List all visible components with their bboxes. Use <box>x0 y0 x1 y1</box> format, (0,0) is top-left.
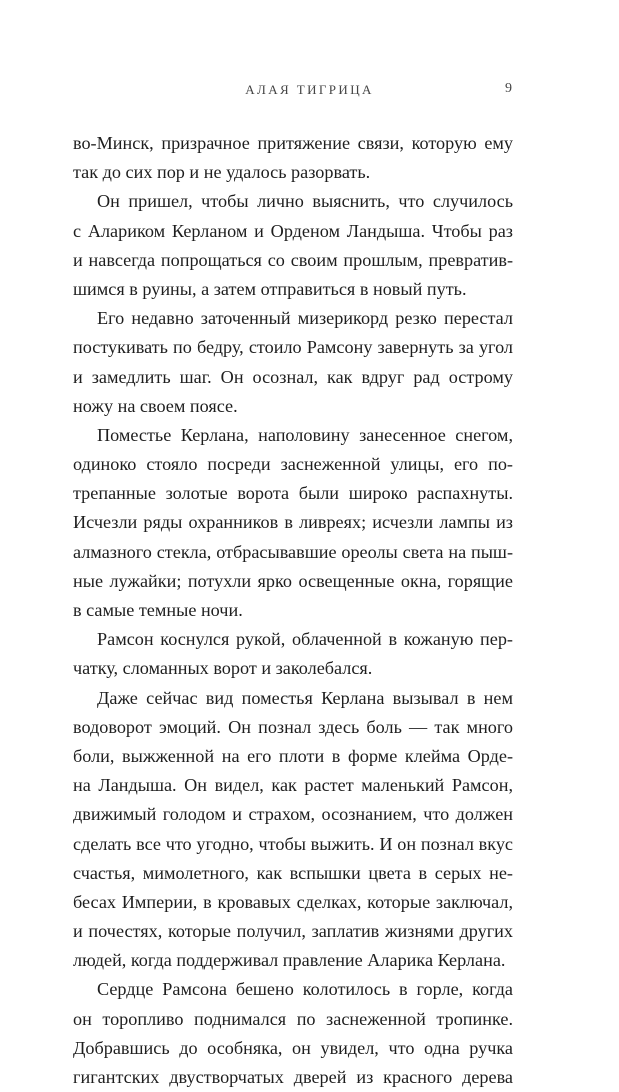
text-line: одиноко стояло посреди заснеженной улицы, его по- <box>73 454 513 475</box>
text-line: Сердце Рамсона бешено колотилось в горле, когда <box>97 979 513 1000</box>
text-line: движимый голодом и страхом, осознанием, что должен <box>73 804 513 825</box>
paragraph <box>73 625 513 683</box>
text-line: постукивать по бедру, стоило Рамсону завернуть за угол <box>73 337 513 358</box>
text-line: ножу на своем поясе. <box>73 395 238 416</box>
text-line: боли, выжженной на его плоти в форме клейма Орде- <box>73 745 513 766</box>
text-line: людей, когда поддерживал правление Аларика Керлана. <box>73 950 506 971</box>
running-head <box>0 82 619 102</box>
text-line: и навсегда попрощаться со своим прошлым, превратив- <box>73 249 513 270</box>
text-line: Добравшись до особняка, он увидел, что одна ручка <box>73 1037 513 1058</box>
text-line: бесах Империи, в кровавых сделках, которые заключал, <box>73 891 513 912</box>
text-line: на Ландыша. Он видел, как растет маленький Рамсон, <box>73 775 513 796</box>
text-line: в самые темные ночи. <box>73 600 243 620</box>
text-line: Он пришел, чтобы лично выяснить, что случилось <box>97 191 513 212</box>
text-line: шимся в руины, а затем отправиться в новый путь. <box>73 278 467 299</box>
text-line: водоворот эмоций. Он познал здесь боль — так много <box>73 716 513 737</box>
paragraph <box>73 187 513 304</box>
paragraph <box>73 421 513 625</box>
text-line: чатку, сломанных ворот и заколебался. <box>73 658 373 679</box>
text-line: во-Минск, призрачное притяжение связи, которую ему <box>73 133 513 153</box>
page-number: 9 <box>505 81 512 96</box>
paragraph <box>73 129 513 187</box>
text-line: счастья, мимолетного, как вспышки цвета в серых не- <box>73 862 513 883</box>
text-line: гигантских двустворчатых дверей из красного дерева <box>73 1067 513 1087</box>
paragraph <box>73 684 513 976</box>
text-line: он торопливо поднимался по заснеженной тропинке. <box>73 1008 513 1029</box>
paragraph <box>73 975 513 1092</box>
text-body <box>73 129 513 1092</box>
text-line: Его недавно заточенный мизерикорд резко перестал <box>97 308 513 329</box>
text-line: ные лужайки; потухли ярко освещенные окна, горящие <box>73 570 513 591</box>
text-line: и почестях, которые получил, заплатив жизнями других <box>73 921 513 942</box>
text-line: Рамсон коснулся рукой, облаченной в кожаную пер- <box>97 629 513 650</box>
text-line: и замедлить шаг. Он осознал, как вдруг рад острому <box>73 366 513 387</box>
text-line: Поместье Керлана, наполовину занесенное снегом, <box>97 424 513 445</box>
paragraph <box>73 304 513 421</box>
text-line: Исчезли ряды охранников в ливреях; исчезли лампы из <box>73 512 513 533</box>
text-line: с Алариком Керланом и Орденом Ландыша. Чтобы раз <box>73 220 513 241</box>
text-line: так до сих пор и не удалось разорвать. <box>73 162 371 183</box>
running-title: АЛАЯ ТИГРИЦА <box>245 82 374 97</box>
text-line: Даже сейчас вид поместья Керлана вызывал в нем <box>97 687 513 708</box>
text-line: трепанные золотые ворота были широко распахнуты. <box>73 483 513 504</box>
text-line: сделать все что угодно, чтобы выжить. И он познал вкус <box>73 833 513 854</box>
text-line: алмазного стекла, отбрасывавшие ореолы света на пыш- <box>73 541 513 562</box>
